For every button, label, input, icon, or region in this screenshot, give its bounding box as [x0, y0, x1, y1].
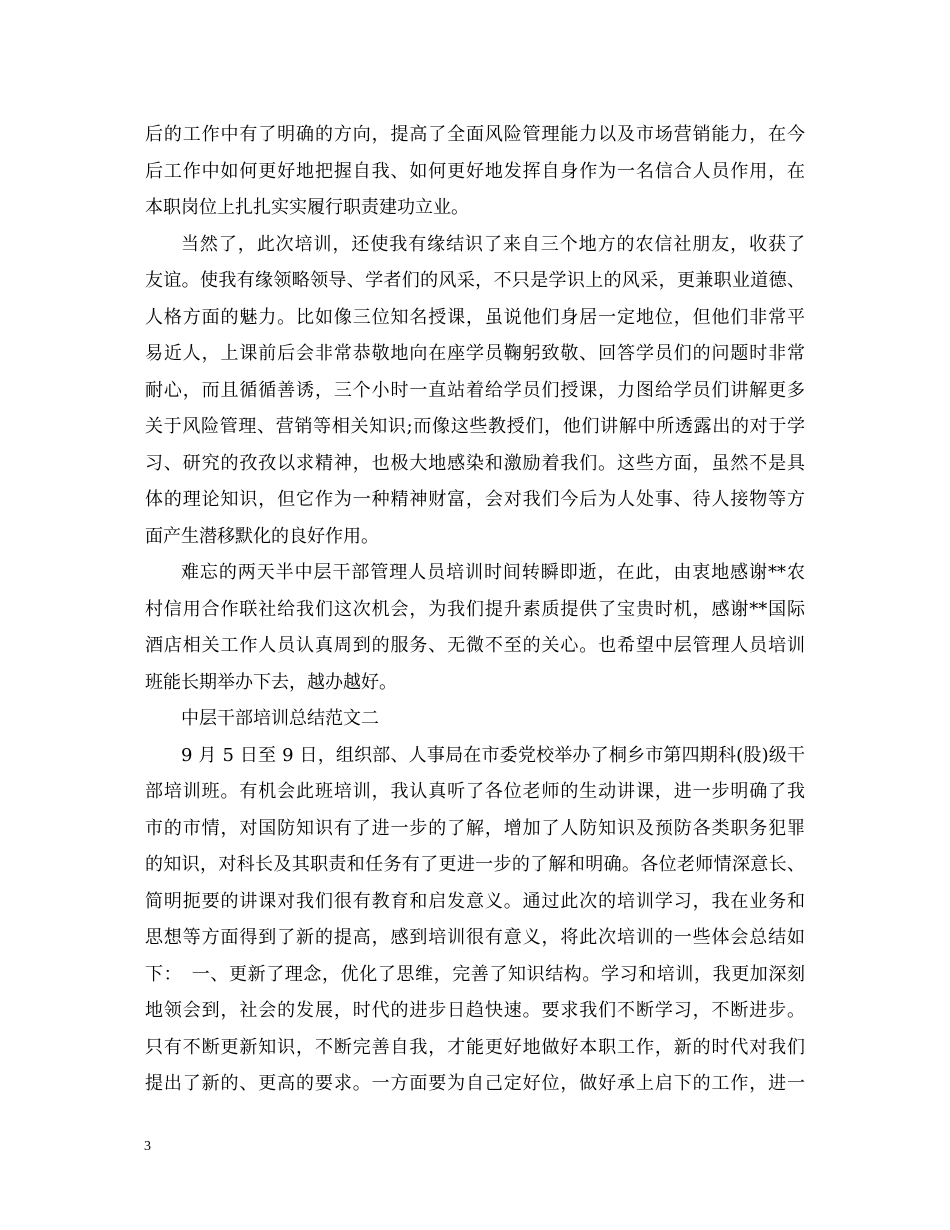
text-line: 村信用合作联社给我们这次机会，为我们提升素质提供了宝贵时机，感谢**国际 — [145, 598, 805, 620]
text-line: 友谊。使我有缘领略领导、学者们的风采，不只是学识上的风采，更兼职业道德、 — [145, 270, 805, 291]
text-line: 市的市情，对国防知识有了进一步的了解，增加了人防知识及预防各类职务犯罪 — [145, 817, 805, 839]
text-line: 难忘的两天半中层干部管理人员培训时间转瞬即逝，在此，由衷地感谢**农 — [181, 562, 805, 583]
document-body — [145, 117, 805, 1103]
page-number: 3 — [144, 1139, 151, 1154]
text-line: 面产生潜移默化的良好作用。 — [145, 525, 379, 547]
text-line: 的知识，对科长及其职责和任务有了更进一步的了解和明确。各位老师情深意长、 — [145, 854, 805, 875]
text-line: 只有不断更新知识，不断完善自我，才能更好地做好本职工作，新的时代对我们 — [145, 1036, 805, 1058]
text-line: 当然了，此次培训，还使我有缘结识了来自三个地方的农信社朋友，收获了 — [181, 233, 805, 255]
text-line: 习、研究的孜孜以求精神，也极大地感染和激励着我们。这些方面，虽然不是具 — [145, 452, 805, 474]
text-line: 易近人，上课前后会非常恭敬地向在座学员鞠躬致敬、回答学员们的问题时非常 — [145, 343, 805, 364]
text-line: 中层干部培训总结范文二 — [181, 708, 379, 729]
text-line: 思想等方面得到了新的提高，感到培训很有意义，将此次培训的一些体会总结如 — [145, 927, 805, 948]
text-line: 后的工作中有了明确的方向，提高了全面风险管理能力以及市场营销能力，在今 — [145, 124, 805, 145]
text-line: 9 月 5 日至 9 日，组织部、人事局在市委党校举办了桐乡市第四期科(股)级干 — [181, 744, 805, 766]
text-line: 关于风险管理、营销等相关知识;而像这些教授们，他们讲解中所透露出的对于学 — [145, 416, 805, 437]
text-line: 班能长期举办下去，越办越好。 — [145, 671, 397, 693]
text-line: 提出了新的、更高的要求。一方面要为自己定好位，做好承上启下的工作，进一 — [145, 1073, 805, 1094]
text-line: 体的理论知识，但它作为一种精神财富，会对我们今后为人处事、待人接物等方 — [145, 489, 805, 510]
text-line: 下： 一、更新了理念，优化了思维，完善了知识结构。学习和培训，我更加深刻 — [145, 963, 805, 985]
text-line: 部培训班。有机会此班培训，我认真听了各位老师的生动讲课，进一步明确了我 — [145, 781, 805, 802]
text-line: 人格方面的魅力。比如像三位知名授课，虽说他们身居一定地位，但他们非常平 — [145, 306, 805, 328]
text-line: 耐心，而且循循善诱，三个小时一直站着给学员们授课，力图给学员们讲解更多 — [145, 379, 805, 401]
text-line: 地领会到，社会的发展，时代的进步日趋快速。要求我们不断学习，不断进步。 — [145, 1000, 805, 1021]
text-line: 酒店相关工作人员认真周到的服务、无微不至的关心。也希望中层管理人员培训 — [145, 635, 805, 656]
text-line: 后工作中如何更好地把握自我、如何更好地发挥自身作为一名信合人员作用，在 — [145, 160, 805, 182]
text-line: 本职岗位上扎扎实实履行职责建功立业。 — [145, 197, 469, 218]
text-line: 简明扼要的讲课对我们很有教育和启发意义。通过此次的培训学习，我在业务和 — [145, 890, 805, 912]
